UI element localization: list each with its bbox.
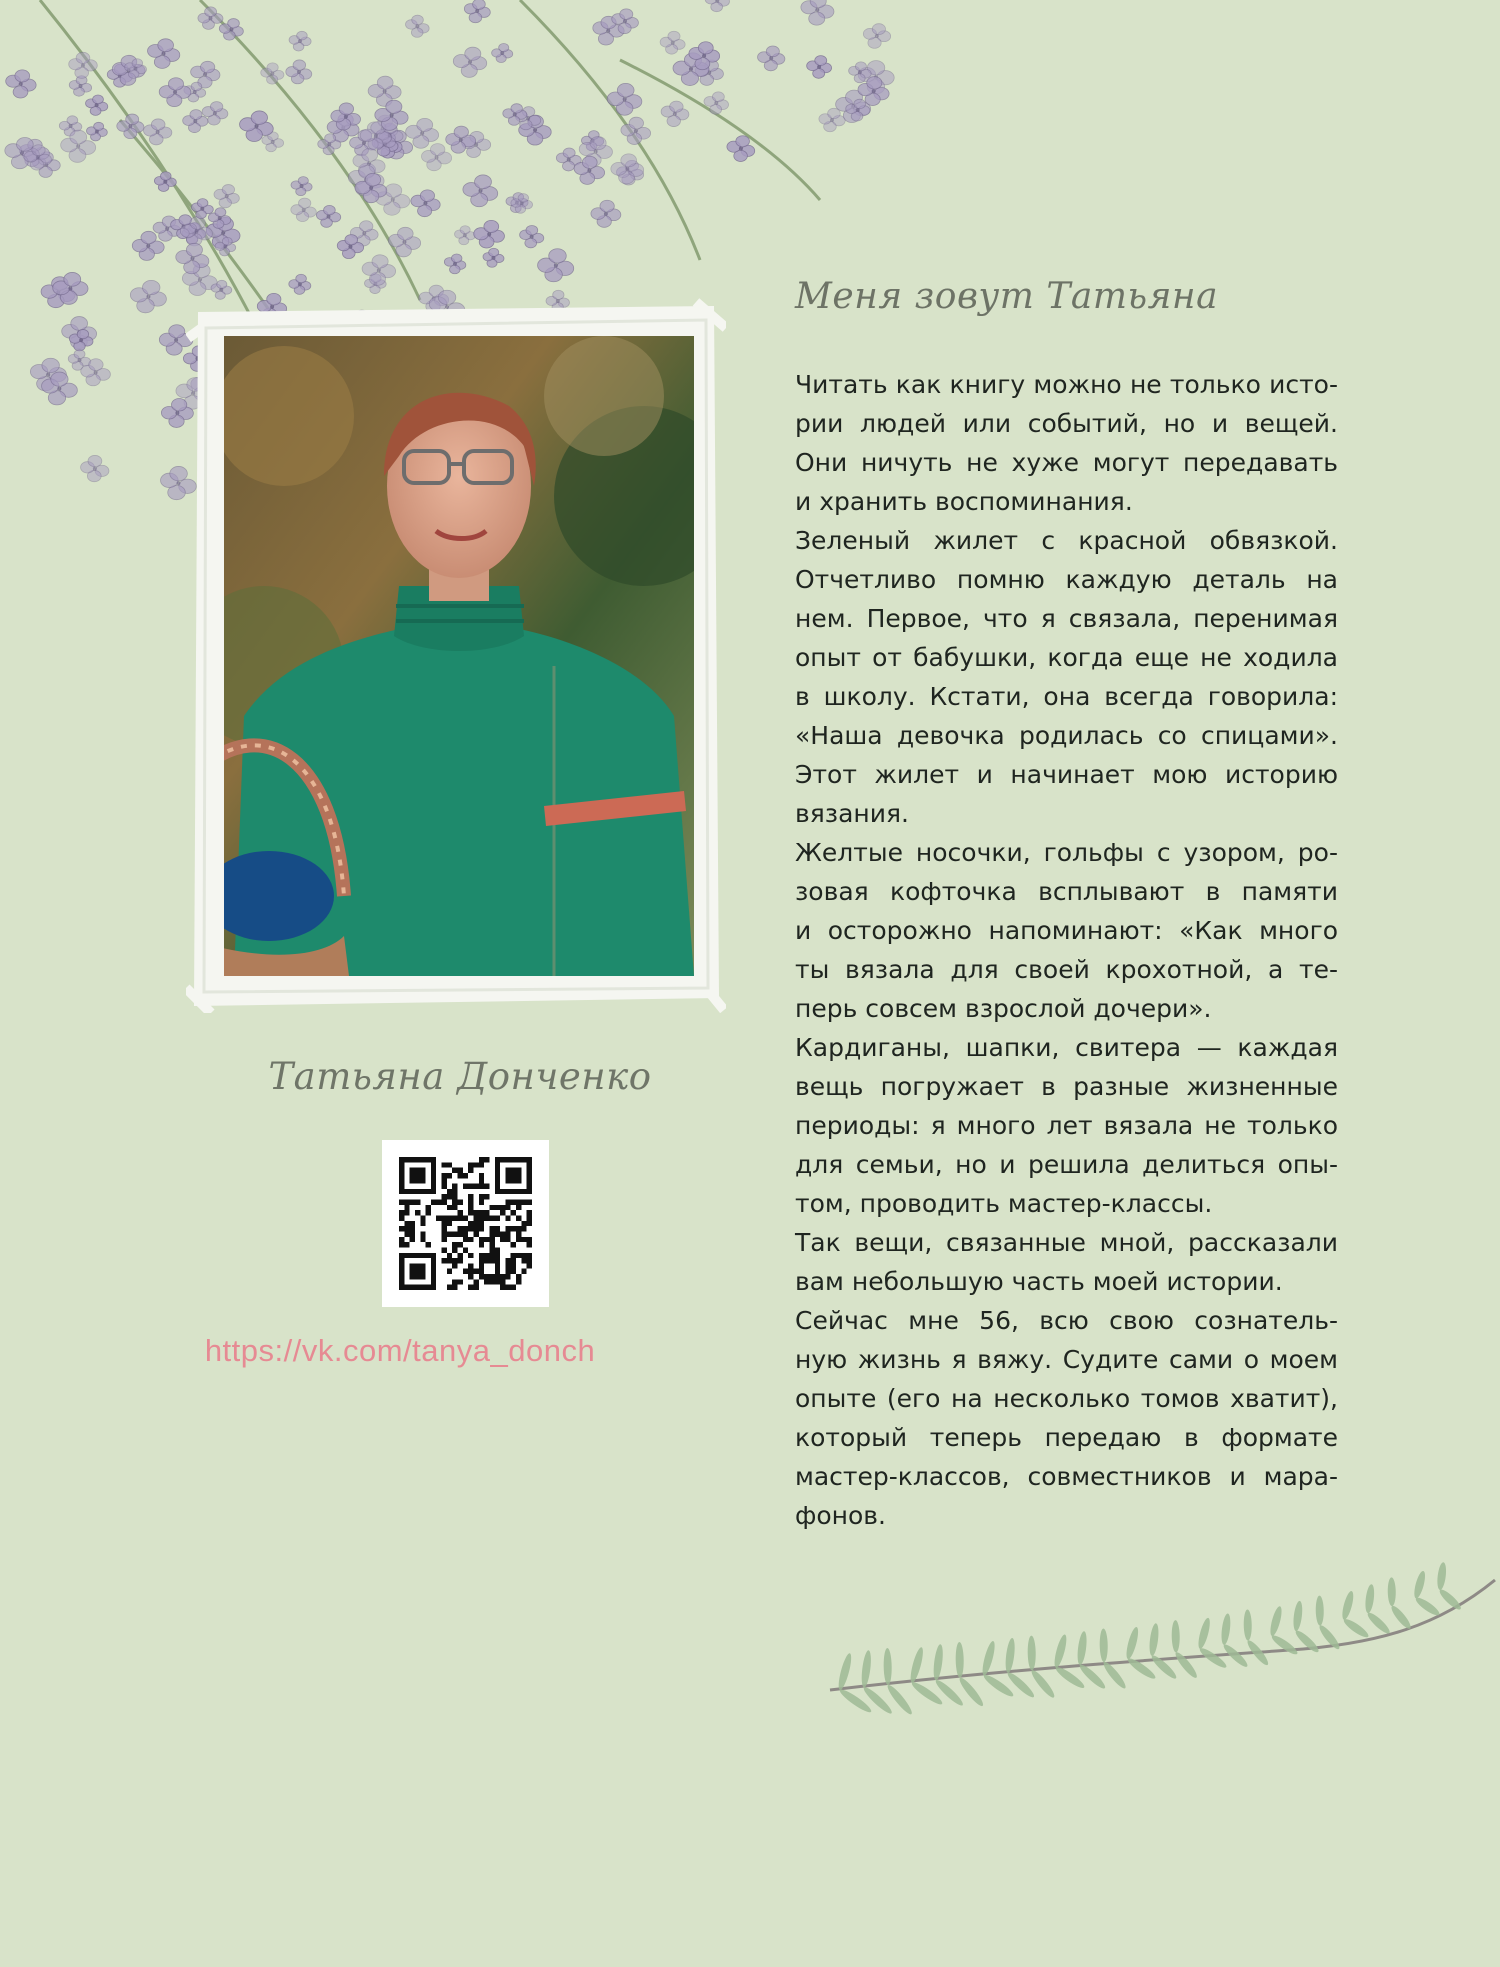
- text-line: Читать как книгу можно не только исто-: [795, 370, 1338, 399]
- rosemary-illustration: [820, 1540, 1500, 1840]
- text-line: «Наша девочка родилась со спицами».: [795, 721, 1338, 750]
- paragraph: [795, 1301, 1338, 1535]
- text-line: ты вязала для своей крохотной, а те-: [795, 955, 1338, 984]
- text-line: Так вещи, связанные мной, рассказали: [795, 1228, 1338, 1257]
- text-line: Они ничуть не хуже могут передавать: [795, 448, 1338, 477]
- text-line: вещь погружает в разные жизненные: [795, 1072, 1338, 1101]
- paragraph: [795, 1223, 1338, 1301]
- text-line: рии людей или событий, но и вещей.: [795, 409, 1338, 438]
- text-line: для семьи, но и решила делиться опы-: [795, 1150, 1338, 1179]
- text-line: мастер-классов, совместников и мара-: [795, 1462, 1338, 1491]
- text-line: Желтые носочки, гольфы с узором, ро-: [795, 838, 1338, 867]
- paragraph: [795, 365, 1338, 521]
- author-name: Татьяна Донченко: [268, 1055, 652, 1098]
- text-line: Этот жилет и начинает мою историю: [795, 760, 1338, 789]
- qr-code-icon: [399, 1157, 532, 1290]
- text-line: в школу. Кстати, она всегда говорила:: [795, 682, 1338, 711]
- text-line: Зеленый жилет с красной обвязкой.: [795, 526, 1338, 555]
- qr-code[interactable]: [382, 1140, 549, 1307]
- text-line: фонов.: [795, 1501, 886, 1530]
- text-line: и осторожно напоминают: «Как много: [795, 916, 1338, 945]
- text-line: вам небольшую часть моей истории.: [795, 1267, 1283, 1296]
- biography-text: [795, 365, 1338, 1535]
- text-line: опыте (его на несколько томов хватит),: [795, 1384, 1338, 1413]
- text-line: вязания.: [795, 799, 909, 828]
- text-line: который теперь передаю в формате: [795, 1423, 1338, 1452]
- text-line: ную жизнь я вяжу. Судите сами о моем: [795, 1345, 1338, 1374]
- text-line: том, проводить мастер-классы.: [795, 1189, 1213, 1218]
- paragraph: [795, 833, 1338, 1028]
- author-photo: [224, 336, 694, 976]
- section-heading: Меня зовут Татьяна: [795, 276, 1219, 317]
- text-line: перь совсем взрослой дочери».: [795, 994, 1212, 1023]
- text-line: зовая кофточка всплывают в памяти: [795, 877, 1338, 906]
- author-photo-frame: [186, 298, 726, 1013]
- text-line: Отчетливо помню каждую деталь на: [795, 565, 1338, 594]
- text-line: Кардиганы, шапки, свитера — каждая: [795, 1033, 1338, 1062]
- text-line: и хранить воспоминания.: [795, 487, 1133, 516]
- text-line: периоды: я много лет вязала не только: [795, 1111, 1338, 1140]
- text-line: Сейчас мне 56, всю свою сознатель-: [795, 1306, 1338, 1335]
- text-line: нем. Первое, что я связала, перенимая: [795, 604, 1338, 633]
- text-line: опыт от бабушки, когда еще не ходила: [795, 643, 1338, 672]
- paragraph: [795, 521, 1338, 833]
- vk-profile-link[interactable]: https://vk.com/tanya_donch: [204, 1333, 596, 1368]
- paragraph: [795, 1028, 1338, 1223]
